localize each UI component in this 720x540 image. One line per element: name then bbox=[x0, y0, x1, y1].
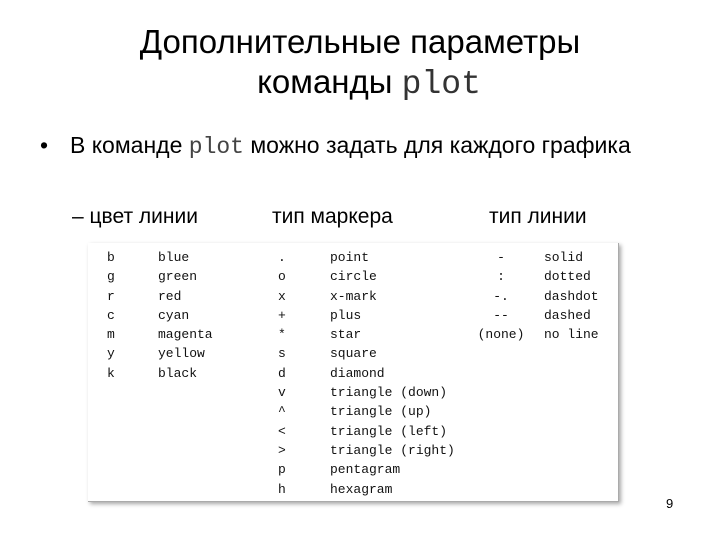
title-line-2 bbox=[0, 62, 720, 105]
table-cell: -. bbox=[493, 288, 509, 304]
table-cell: dashed bbox=[544, 307, 591, 323]
marker-names-column bbox=[330, 248, 455, 499]
title-line-1: Дополнительные параметры bbox=[139, 23, 581, 60]
table-cell: h bbox=[278, 481, 286, 497]
table-cell: < bbox=[278, 423, 286, 439]
table-cell: : bbox=[497, 269, 505, 285]
bullet-code-plot: plot bbox=[188, 134, 244, 160]
table-cell: cyan bbox=[158, 307, 190, 323]
table-cell: o bbox=[278, 269, 286, 285]
table-cell: black bbox=[158, 365, 198, 381]
line-codes-column bbox=[471, 248, 531, 344]
table-cell: plus bbox=[330, 307, 362, 323]
table-cell: red bbox=[158, 288, 182, 304]
table-cell: - bbox=[497, 250, 505, 265]
table-cell: y bbox=[107, 346, 115, 362]
title-line-2-text: команды bbox=[257, 63, 402, 100]
bullet-text-before: В команде bbox=[70, 132, 189, 158]
table-cell: m bbox=[107, 327, 115, 343]
table-cell: b bbox=[107, 250, 115, 265]
table-cell: square bbox=[330, 346, 377, 362]
table-cell: s bbox=[278, 346, 286, 362]
table-cell: * bbox=[278, 327, 286, 343]
table-cell: x bbox=[278, 288, 286, 304]
table-cell: g bbox=[107, 269, 115, 285]
table-cell: hexagram bbox=[330, 481, 393, 497]
table-cell: dotted bbox=[544, 269, 591, 285]
table-cell: no line bbox=[544, 327, 599, 343]
table-cell: d bbox=[278, 365, 286, 381]
table-cell: solid bbox=[544, 250, 584, 265]
table-cell: -- bbox=[493, 307, 509, 323]
line-names-column bbox=[544, 248, 599, 344]
page-number: 9 bbox=[666, 496, 674, 511]
bullet-text bbox=[70, 130, 710, 163]
subitem-linestyle: тип линии bbox=[489, 205, 587, 228]
bullet-marker: • bbox=[40, 132, 49, 158]
line-spec-table bbox=[88, 243, 619, 502]
color-names-column bbox=[158, 248, 213, 383]
table-cell: triangle (up) bbox=[330, 404, 432, 420]
table-cell: triangle (right) bbox=[330, 442, 455, 458]
bullet-text-after: можно задать для каждого графика bbox=[243, 132, 631, 158]
slide-title bbox=[0, 22, 720, 105]
table-cell: ^ bbox=[278, 404, 286, 420]
subitem-color: – цвет линии bbox=[72, 205, 198, 228]
table-cell: triangle (left) bbox=[330, 423, 448, 439]
table-cell: k bbox=[107, 365, 115, 381]
table-cell: triangle (down) bbox=[330, 385, 448, 401]
subitem-marker: тип маркера bbox=[272, 205, 393, 228]
table-cell: p bbox=[278, 462, 286, 478]
title-code-plot: plot bbox=[401, 66, 481, 103]
table-cell: (none) bbox=[477, 327, 525, 343]
table-cell: + bbox=[278, 307, 286, 323]
table-cell: r bbox=[107, 288, 115, 304]
table-cell: magenta bbox=[158, 327, 213, 343]
color-codes-column bbox=[107, 248, 115, 383]
table-cell: point bbox=[330, 250, 370, 265]
table-cell: blue bbox=[158, 250, 190, 265]
table-cell: > bbox=[278, 442, 286, 458]
marker-codes-column bbox=[278, 248, 286, 499]
table-cell: yellow bbox=[158, 346, 205, 362]
table-cell: v bbox=[278, 385, 286, 401]
table-cell: . bbox=[278, 250, 286, 265]
table-cell: circle bbox=[330, 269, 377, 285]
table-cell: diamond bbox=[330, 365, 385, 381]
table-cell: c bbox=[107, 307, 115, 323]
table-cell: x-mark bbox=[330, 288, 377, 304]
table-cell: green bbox=[158, 269, 198, 285]
table-cell: star bbox=[330, 327, 362, 343]
table-cell: dashdot bbox=[544, 288, 599, 304]
table-cell: pentagram bbox=[330, 462, 401, 478]
